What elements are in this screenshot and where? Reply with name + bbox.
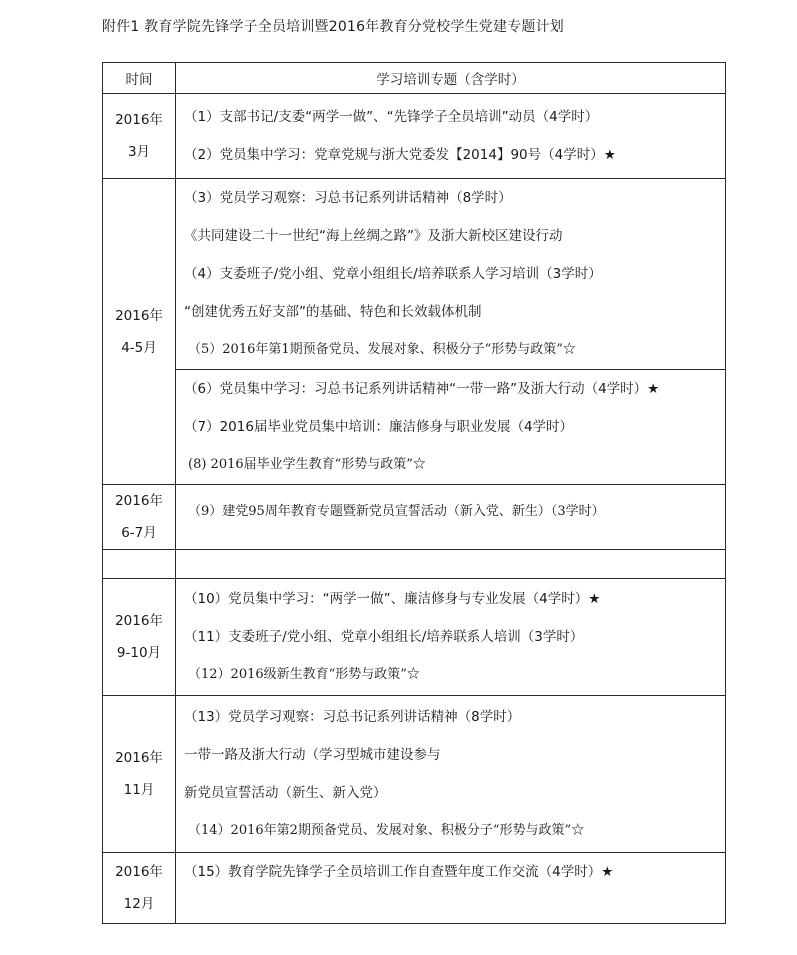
topic-line: (8) 2016届毕业学生教育“形势与政策”☆ [188,457,426,472]
topic-line: （9）建党95周年教育专题暨新党员宣誓活动（新入党、新生）（3学时） [188,504,605,519]
time-month: 12月 [123,896,155,912]
document-title: 附件1 教育学院先锋学子全员培训暨2016年教育分党校学生党建专题计划 [102,19,564,35]
blank-cell [103,550,176,579]
table-row [103,179,726,370]
time-cell [103,853,176,924]
topic-line: （15）教育学院先锋学子全员培训工作自查暨年度工作交流（4学时）★ [184,864,614,880]
topic-cell [176,579,726,696]
topic-line: （2）党员集中学习：党章党规与浙大党委发【2014】90号（4学时）★ [184,147,616,163]
schedule-table [102,62,726,924]
topic-cell [176,696,726,853]
time-month: 11月 [123,782,155,798]
time-month: 3月 [127,144,151,160]
topic-cell [176,370,726,485]
time-month: 9-10月 [116,645,162,661]
topic-line: （4）支委班子/党小组、党章小组组长/培养联系人学习培训（3学时） [184,266,602,282]
time-month: 6-7月 [121,525,157,541]
table-row [103,579,726,696]
table-row [103,94,726,179]
table-row [103,485,726,550]
topic-line: （5）2016年第1期预备党员、发展对象、积极分子“形势与政策”☆ [188,342,576,357]
topic-line: 一带一路及浙大行动（学习型城市建设参与 [184,747,441,763]
table-header-row [103,63,726,94]
topic-cell [176,94,726,179]
blank-cell [176,550,726,579]
topic-line: （12）2016级新生教育“形势与政策”☆ [188,667,420,682]
time-year: 2016年 [115,750,163,766]
time-cell [103,94,176,179]
topic-cell [176,853,726,924]
topic-line: 新党员宣誓活动（新生、新入党） [184,785,387,801]
topic-line: 《共同建设二十一世纪“海上丝绸之路”》及浙大新校区建设行动 [184,228,563,244]
time-year: 2016年 [115,112,163,128]
table-row [103,853,726,924]
topic-line: （14）2016年第2期预备党员、发展对象、积极分子“形势与政策”☆ [188,823,585,838]
header-time: 时间 [103,63,176,94]
time-cell [103,485,176,550]
topic-line: （10）党员集中学习：“两学一做”、廉洁修身与专业发展（4学时）★ [184,591,601,607]
time-cell [103,579,176,696]
topic-line: （7）2016届毕业党员集中培训：廉洁修身与职业发展（4学时） [184,419,574,435]
topic-line: （13）党员学习观察：习总书记系列讲话精神（8学时） [184,709,521,725]
time-year: 2016年 [115,613,163,629]
time-year: 2016年 [115,307,163,324]
topic-line: （6）党员集中学习：习总书记系列讲话精神“一带一路”及浙大行动（4学时）★ [184,381,660,397]
time-year: 2016年 [115,493,163,509]
time-year: 2016年 [115,864,163,880]
topic-cell [176,179,726,370]
topic-line: （1）支部书记/支委“两学一做”、“先锋学子全员培训”动员（4学时） [184,109,599,125]
table-row [103,696,726,853]
table-row [103,370,726,485]
topic-line: （11）支委班子/党小组、党章小组组长/培养联系人培训（3学时） [184,629,584,645]
header-topic: 学习培训专题（含学时） [176,63,726,94]
topic-line: “创建优秀五好支部”的基础、特色和长效载体机制 [184,304,482,320]
time-cell [103,179,176,485]
topic-cell [176,485,726,550]
time-cell [103,696,176,853]
time-month: 4-5月 [121,339,157,356]
topic-line: （3）党员学习观察：习总书记系列讲话精神（8学时） [184,190,512,206]
blank-row [103,550,726,579]
